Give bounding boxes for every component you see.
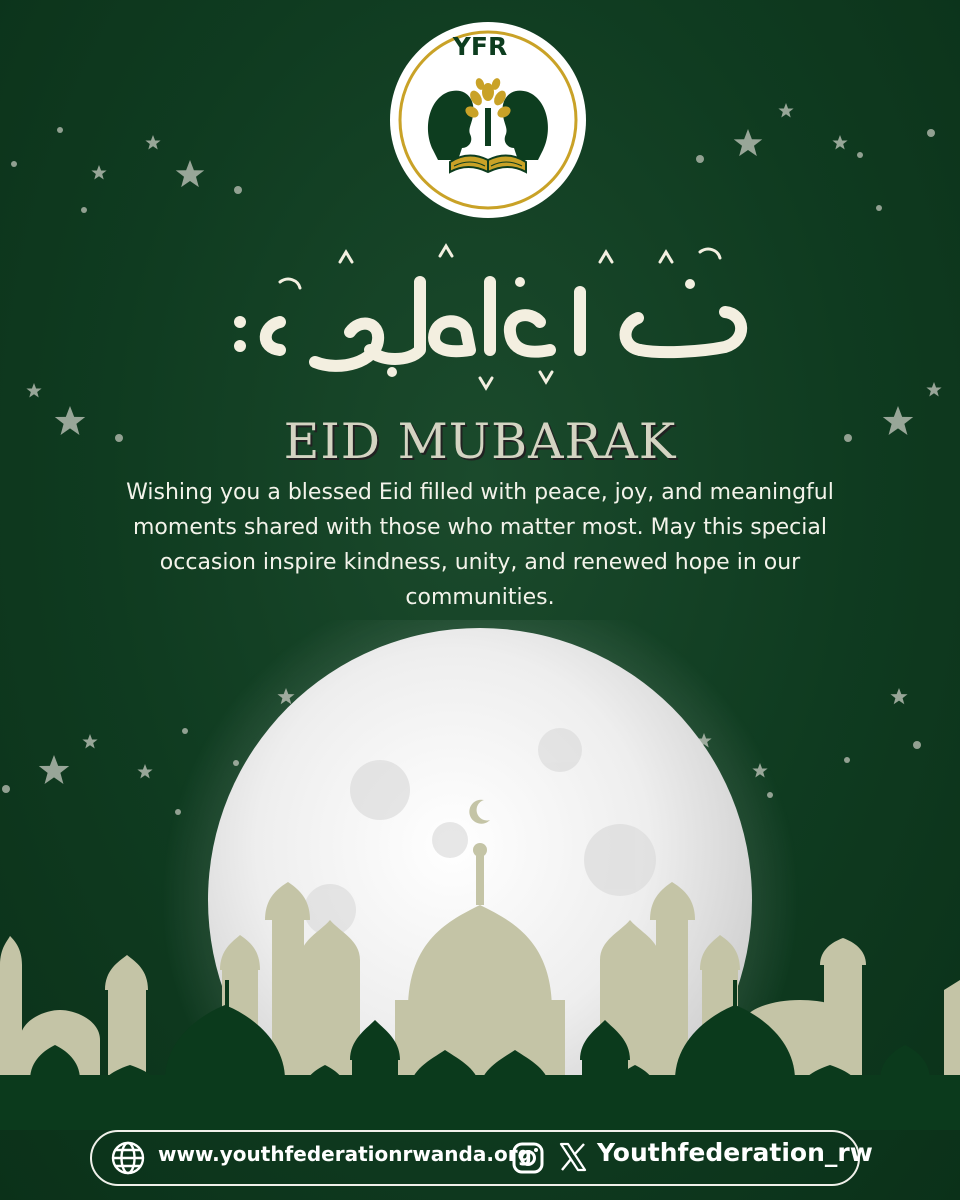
logo-abbreviation: YFR — [452, 32, 508, 61]
arabic-text: عيد الفطر — [487, 397, 493, 398]
eid-mubarak-title: EID MUBARAK — [283, 413, 677, 470]
moon-mosque-scene — [0, 620, 960, 1130]
arabic-calligraphy — [220, 222, 760, 402]
greeting-message: Wishing you a blessed Eid filled with peace, joy, and meaningful moments shared with those who matter most. May this special occasion inspire kindness, unity, and renewed hope in our communities. — [126, 480, 834, 610]
social-handle[interactable]: Youthfederation_rw — [597, 1138, 873, 1167]
website-link[interactable]: www.youthfederationrwanda.org — [158, 1142, 532, 1166]
x-icon[interactable] — [556, 1140, 590, 1174]
instagram-icon[interactable] — [510, 1140, 546, 1176]
globe-icon[interactable] — [108, 1138, 148, 1178]
